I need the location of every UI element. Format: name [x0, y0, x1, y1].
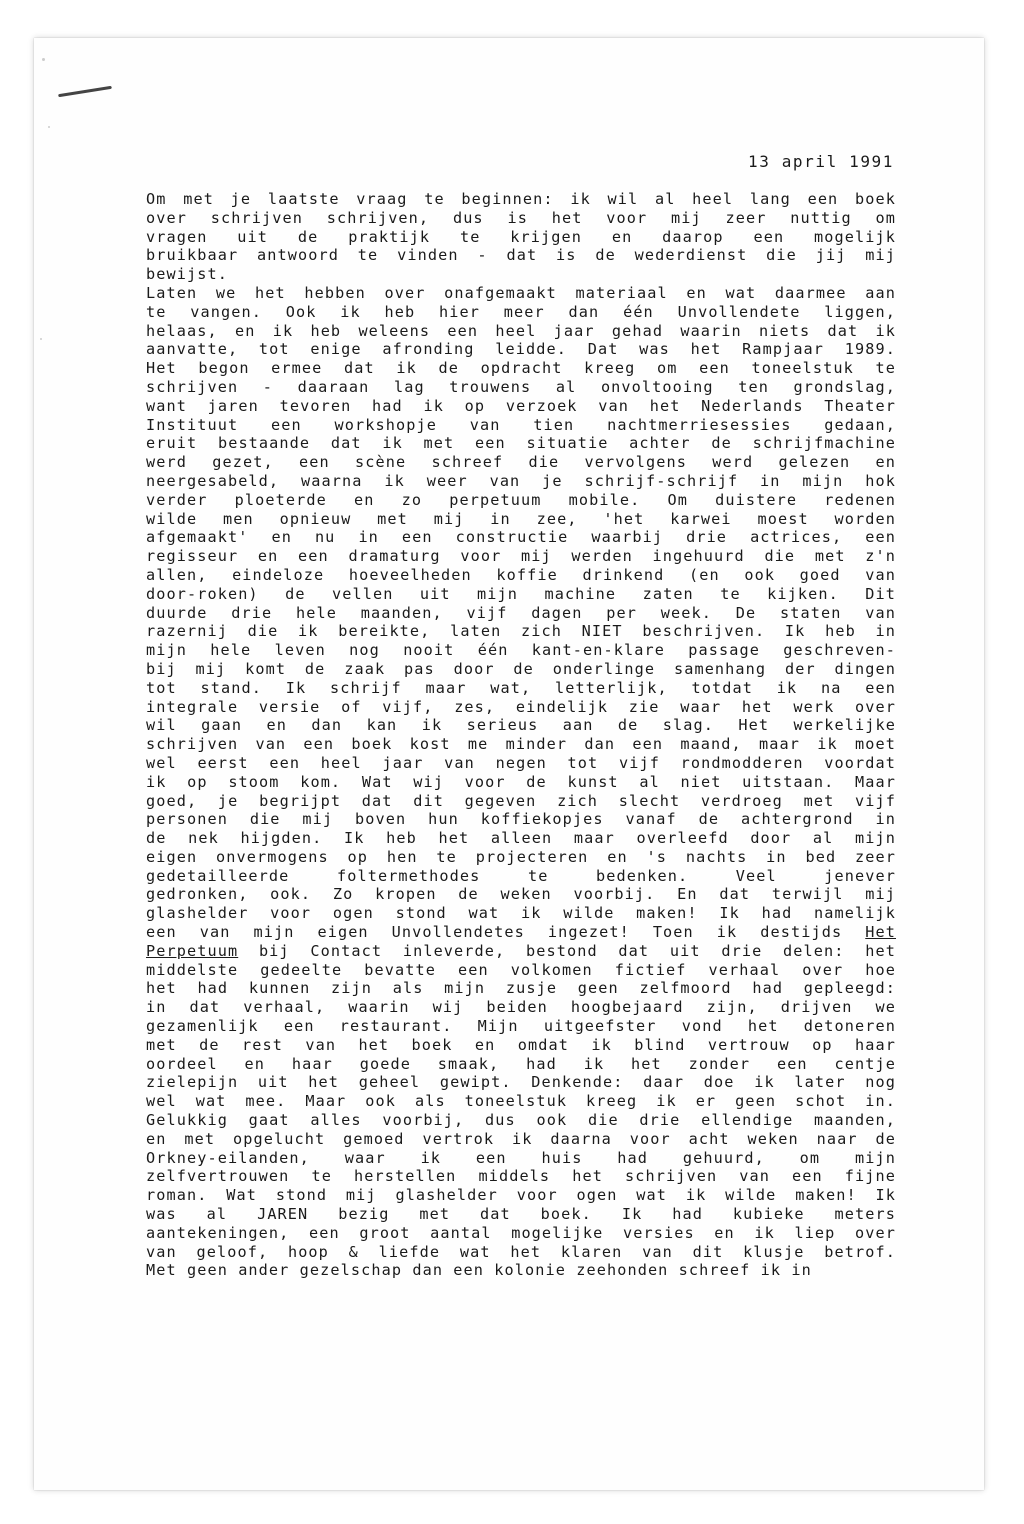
text-line: [146, 1261, 896, 1280]
text-line: [146, 979, 896, 998]
text-line: [146, 1111, 896, 1130]
line-text: bij mij komt de zaak pas door de onderlinge samenhang der dingen: [146, 659, 896, 678]
scan-speck: [40, 338, 42, 340]
line-text: een van mijn eigen Unvollendetes ingezet! Toen ik destijds: [146, 923, 843, 942]
text-line: [146, 528, 896, 547]
document-page: [34, 38, 984, 1490]
text-line: [146, 566, 896, 585]
text-line: [146, 660, 896, 679]
line-text: gezamenlijk een restaurant. Mijn uitgeefster vond het detoneren: [146, 1017, 896, 1036]
line-text: duurde drie hele maanden, vijf dagen per week. De staten van: [146, 603, 896, 622]
line-text: schrijven - daaraan lag trouwens al onvoltooing ten grondslag,: [146, 377, 896, 396]
line-text: Met geen ander gezelschap dan een kolonie zeehonden schreef ik in: [146, 1261, 812, 1280]
text-line: [146, 698, 896, 717]
line-text: tot stand. Ik schrijf maar wat, letterlijk, totdat ik na een: [146, 678, 896, 697]
line-text: wil gaan en dan kan ik serieus aan de slag. Het werkelijke: [146, 716, 896, 735]
underlined-title: Perpetuum: [146, 941, 239, 960]
line-text: personen die mij boven hun koffiekopjes vanaf de achtergrond in: [146, 810, 896, 829]
line-text: want jaren tevoren had ik op verzoek van het Nederlands Theater: [146, 396, 896, 415]
text-line: [146, 792, 896, 811]
line-text: te vangen. Ook ik heb hier meer dan één Unvollendete liggen,: [146, 302, 896, 321]
text-line: [146, 1036, 896, 1055]
line-text: neergesabeld, waarna ik weer van je schrijf-schrijf in mijn hok: [146, 471, 896, 490]
line-text: gedetailleerde foltermethodes te bedenken. Veel jenever: [146, 866, 896, 885]
line-text: wel eerst een heel jaar van negen tot vijf rondmodderen voordat: [146, 753, 896, 772]
text-line: [146, 434, 896, 453]
text-line: [146, 998, 896, 1017]
line-text: glashelder voor ogen stond wat ik wilde maken! Ik had namelijk: [146, 904, 896, 923]
text-line: [146, 1243, 896, 1262]
text-line: [146, 679, 896, 698]
line-text: wel wat mee. Maar ook als toneelstuk kreeg ik er geen schot in.: [146, 1092, 896, 1111]
line-text: bewijst.: [146, 265, 228, 284]
line-text: over schrijven schrijven, dus is het voor mij zeer nuttig om: [146, 208, 896, 227]
line-text: helaas, en ik heb weleens een heel jaar gehad waarin niets dat ik: [146, 321, 896, 340]
line-text: Instituut een workshopje van tien nachtmerriesessies gedaan,: [146, 415, 896, 434]
text-line: [146, 1186, 896, 1205]
line-text: allen, eindeloze hoeveelheden koffie drinkend (en ook goed van: [146, 565, 896, 584]
text-line: [146, 1017, 896, 1036]
text-line: [146, 829, 896, 848]
line-text: Orkney-eilanden, waar ik een huis had gehuurd, om mijn: [146, 1148, 896, 1167]
line-text: middelste gedeelte bevatte een volkomen fictief verhaal over hoe: [146, 960, 896, 979]
text-line: [146, 1073, 896, 1092]
line-text: werd gezet, een scène schreef die vervolgens werd gelezen en: [146, 453, 896, 472]
text-line: [146, 359, 896, 378]
letter-body: [146, 190, 896, 1280]
scan-speck: [48, 126, 50, 128]
text-line: [146, 604, 896, 623]
text-line: [146, 885, 896, 904]
text-line: [146, 1167, 896, 1186]
line-text: aantekeningen, een groot aantal mogelijke versies en ik liep over: [146, 1223, 896, 1242]
text-line: [146, 416, 896, 435]
line-text: Om met je laatste vraag te beginnen: ik wil al heel lang een boek: [146, 190, 896, 208]
underlined-title: Het: [865, 923, 896, 942]
text-line: [146, 641, 896, 660]
line-text: eigen onvermogens op hen te projecteren en 's nachts in bed zeer: [146, 847, 896, 866]
line-text: eruit bestaande dat ik met een situatie achter de schrijfmachine: [146, 434, 896, 453]
text-line: [146, 547, 896, 566]
line-text: in dat verhaal, waarin wij beiden hoogbejaard zijn, drijven we: [146, 998, 896, 1017]
pen-mark: [58, 86, 112, 97]
scan-speck: [42, 58, 45, 61]
line-text: gedronken, ook. Zo kropen de weken voorbij. En dat terwijl mij: [146, 885, 896, 904]
line-text: bij Contact inleverde, bestond dat uit drie delen: het: [258, 941, 896, 960]
line-text: oordeel en haar goede smaak, had ik het zonder een centje: [146, 1054, 896, 1073]
text-line: [146, 491, 896, 510]
line-text: razernij die ik bereikte, laten zich NIET beschrijven. Ik heb in: [146, 622, 896, 641]
line-text: vragen uit de praktijk te krijgen en daarop een mogelijk: [146, 227, 896, 246]
line-text: bruikbaar antwoord te vinden - dat is de wederdienst die jij mij: [146, 246, 896, 265]
line-text: Gelukkig gaat alles voorbij, dus ook die drie ellendige maanden,: [146, 1111, 896, 1130]
text-line: [146, 1092, 896, 1111]
text-line: [146, 340, 896, 359]
line-text: ik op stoom kom. Wat wij voor de kunst al niet uitstaan. Maar: [146, 772, 896, 791]
line-text: de nek hijgden. Ik heb het alleen maar overleefd door al mijn: [146, 829, 896, 848]
text-line: [146, 265, 896, 284]
line-text: en met opgelucht gemoed vertrok ik daarna voor acht weken naar de: [146, 1129, 896, 1148]
text-line: [146, 190, 896, 209]
text-line: [146, 1205, 896, 1224]
text-line: [146, 942, 896, 961]
text-line: [146, 284, 896, 303]
line-text: met de rest van het boek en omdat ik blind vertrouw op haar: [146, 1035, 896, 1054]
line-text: was al JAREN bezig met dat boek. Ik had kubieke meters: [146, 1205, 896, 1224]
text-line: [146, 810, 896, 829]
line-text: zielepijn uit het geheel gewipt. Denkende: daar doe ik later nog: [146, 1073, 896, 1092]
line-text: roman. Wat stond mij glashelder voor ogen wat ik wilde maken! Ik: [146, 1186, 896, 1205]
line-text: van geloof, hoop & liefde wat het klaren van dit klusje betrof.: [146, 1242, 896, 1261]
line-text: aanvatte, tot enige afronding leidde. Dat was het Rampjaar 1989.: [146, 340, 896, 359]
text-line: [146, 397, 896, 416]
text-line: [146, 1224, 896, 1243]
text-line: [146, 923, 896, 942]
text-line: [146, 303, 896, 322]
text-line: [146, 585, 896, 604]
text-line: [146, 961, 896, 980]
text-line: [146, 735, 896, 754]
text-line: [146, 472, 896, 491]
line-text: Laten we het hebben over onafgemaakt materiaal en wat daarmee aan: [146, 283, 896, 302]
line-text: mijn hele leven nog nooit één kant-en-klare passage geschreven-: [146, 641, 896, 660]
line-text: zelfvertrouwen te herstellen middels het schrijven van een fijne: [146, 1167, 896, 1186]
text-line: [146, 1130, 896, 1149]
text-line: [146, 848, 896, 867]
text-line: [146, 904, 896, 923]
text-line: [146, 1055, 896, 1074]
line-text: wilde men opnieuw met mij in zee, 'het karwei moest worden: [146, 509, 896, 528]
line-text: schrijven van een boek kost me minder dan een maand, maar ik moet: [146, 735, 896, 754]
text-line: [146, 1149, 896, 1168]
line-text: regisseur en een dramaturg voor mij werden ingehuurd die met z'n: [146, 547, 896, 566]
text-line: [146, 228, 896, 247]
text-line: [146, 510, 896, 529]
text-line: [146, 773, 896, 792]
line-text: het had kunnen zijn als mijn zusje geen zelfmoord had gepleegd:: [146, 979, 896, 998]
line-text: verder ploeterde en zo perpetuum mobile. Om duistere redenen: [146, 490, 896, 509]
letter-date: 13 april 1991: [748, 152, 895, 171]
line-text: door-roken) de vellen uit mijn machine zaten te kijken. Dit: [146, 584, 896, 603]
text-line: [146, 622, 896, 641]
text-line: [146, 209, 896, 228]
text-line: [146, 453, 896, 472]
text-line: [146, 867, 896, 886]
text-line: [146, 754, 896, 773]
line-text: goed, je begrijpt dat dit gegeven zich slecht verdroeg met vijf: [146, 791, 896, 810]
line-text: afgemaakt' en nu in een constructie waarbij drie actrices, een: [146, 528, 896, 547]
text-line: [146, 246, 896, 265]
line-text: Het begon ermee dat ik de opdracht kreeg om een toneelstuk te: [146, 359, 896, 378]
text-line: [146, 716, 896, 735]
text-line: [146, 322, 896, 341]
line-text: integrale versie of vijf, zes, eindelijk zie waar het werk over: [146, 697, 896, 716]
text-line: [146, 378, 896, 397]
